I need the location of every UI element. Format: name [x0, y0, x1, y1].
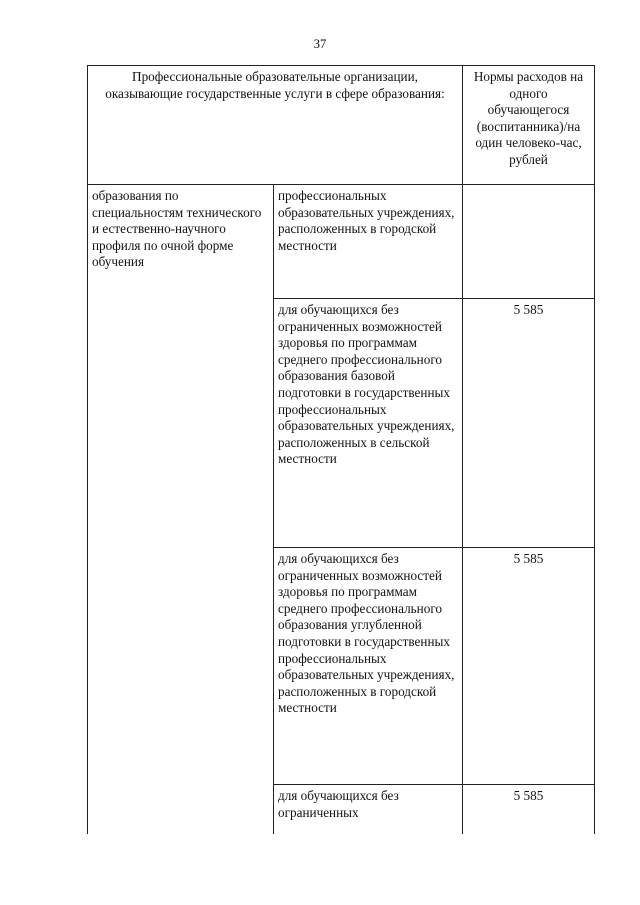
table-header-row — [88, 66, 595, 185]
row-value-cell — [463, 548, 595, 785]
row-description-cell — [274, 299, 463, 548]
row-value-cell — [463, 185, 595, 299]
header-organizations-cell — [88, 66, 463, 185]
row-description-cell — [274, 785, 463, 834]
row-description: для обучающихся без ограниченных возможностей здоровья по программам среднего профессионального образования углубленной подготовки в государственных профессиональных образовательных учреждениях, расположенных в городской местности — [278, 551, 455, 716]
row-value: 5 585 — [513, 551, 544, 566]
header-organizations: Профессиональные образовательные организации, оказывающие государственные услуги в сфере образования: — [105, 69, 445, 101]
norms-table-wrapper — [87, 65, 594, 836]
row-value: 5 585 — [513, 788, 544, 803]
header-norms-cell — [463, 66, 595, 185]
row-description-cell — [274, 548, 463, 785]
table-row — [88, 185, 595, 299]
row-description-cell — [274, 185, 463, 299]
row-value: 5 585 — [513, 302, 544, 317]
norms-table — [87, 65, 595, 834]
row-group-label: образования по специальностям технического и естественно-научного профиля по очной форме обучения — [92, 188, 262, 270]
header-norms: Нормы расходов на одного обучающегося (воспитанника)/на один человеко-час, рублей — [473, 69, 584, 167]
row-description: профессиональных образовательных учреждениях, расположенных в городской местности — [278, 188, 455, 253]
page-number: 37 — [313, 37, 327, 51]
row-value-cell — [463, 299, 595, 548]
row-description: для обучающихся без ограниченных — [278, 788, 399, 820]
row-description: для обучающихся без ограниченных возможностей здоровья по программам среднего профессионального образования базовой подготовки в государственных профессиональных образовательных учреждениях, расположенных в сельской местности — [278, 302, 455, 467]
row-group-label-cell — [88, 185, 274, 834]
row-value-cell — [463, 785, 595, 834]
